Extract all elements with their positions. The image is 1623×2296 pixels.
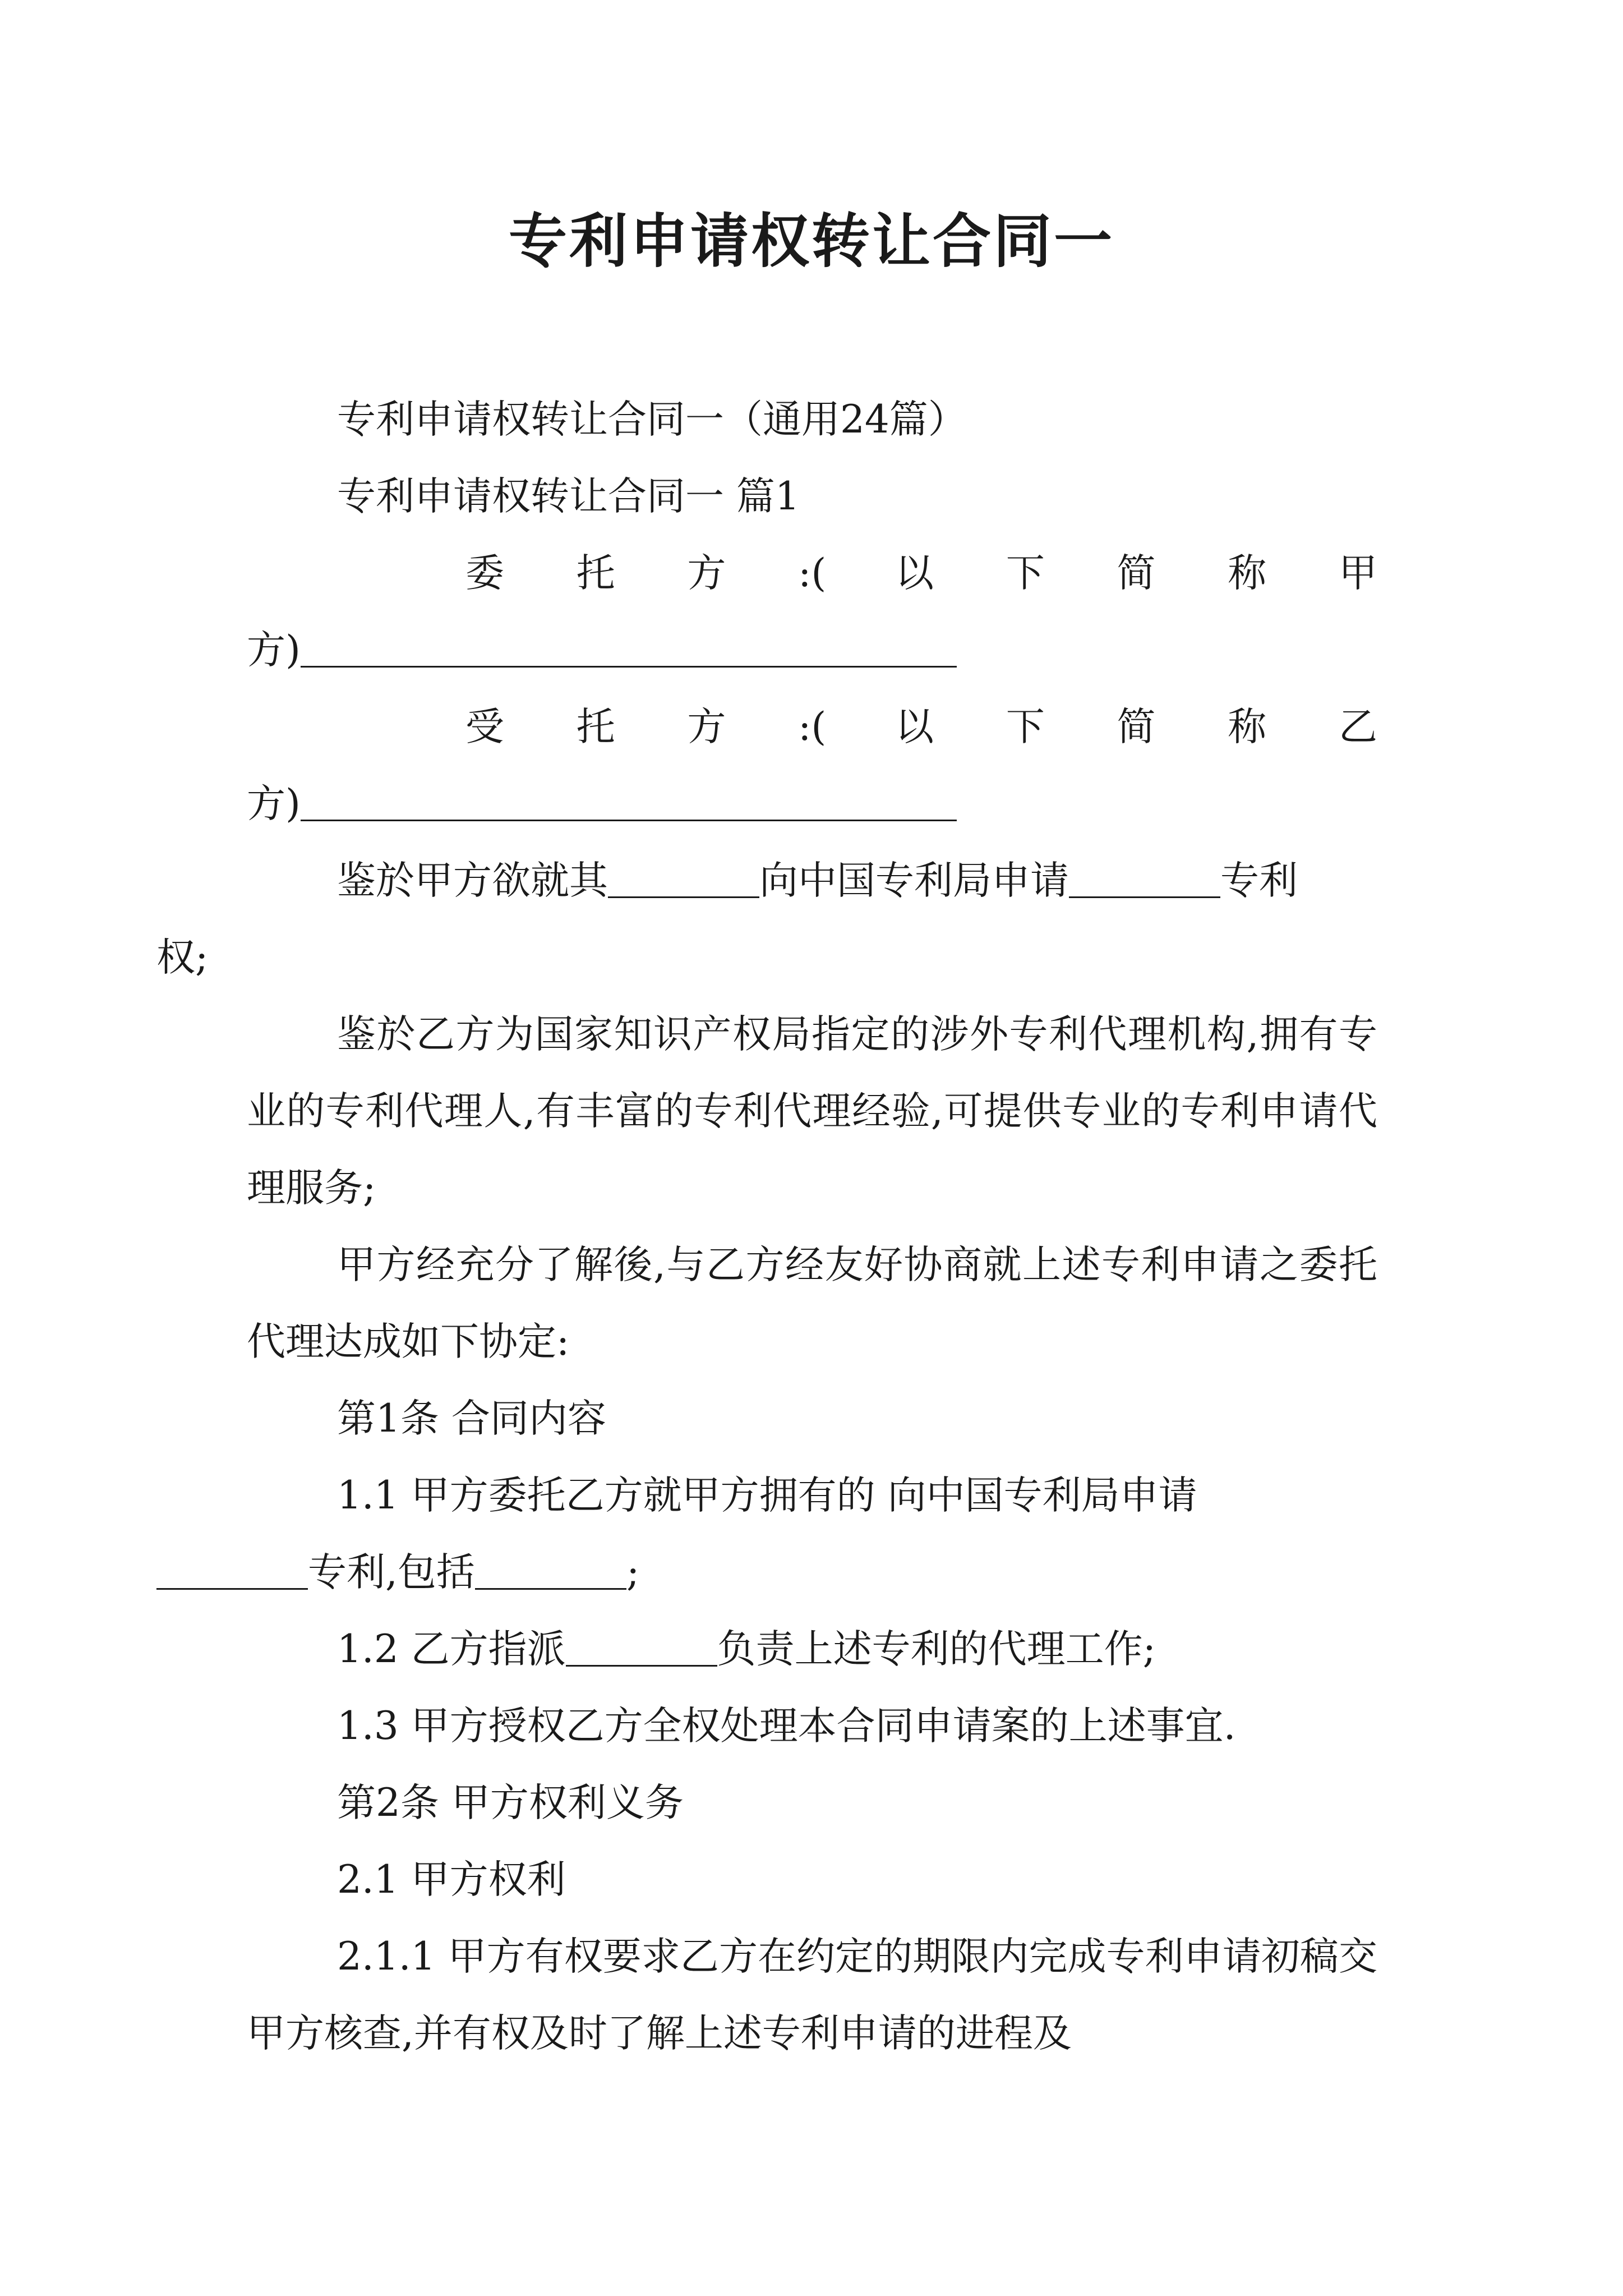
recital-3: 甲方经充分了解後,与乙方经友好协商就上述专利申请之委托代理达成如下协定: <box>247 1243 1377 1364</box>
client-party-blank <box>301 627 957 668</box>
client-party-label: 委 托 方 :( 以 下 简 称 甲 <box>465 551 1377 596</box>
recital-1-part-c: 专利 <box>1220 858 1298 903</box>
subtitle: 专利申请权转让合同一（通用24篇） <box>337 397 967 442</box>
recital-1-blank-2 <box>1069 858 1220 898</box>
clause-2-1: 2.1 甲方权利 <box>337 1857 566 1902</box>
recital-1-blank-1 <box>608 858 759 898</box>
client-party-cont <box>247 612 1377 689</box>
clause-1-1-part-a: 1.1 甲方委托乙方就甲方拥有的 向中国专利局申请 <box>337 1473 1197 1518</box>
clause-1-2-part-a: 1.2 乙方指派 <box>337 1627 566 1672</box>
clause-1-2-blank <box>566 1626 717 1667</box>
recital-1-part-a: 鉴於甲方欲就其 <box>337 858 608 903</box>
recital-1-part-b: 向中国专利局申请 <box>759 858 1069 903</box>
agent-party-line <box>247 689 1377 766</box>
agent-party-blank <box>301 781 957 821</box>
clause-1-1-part-b: 专利,包括 <box>308 1550 475 1595</box>
client-party-suffix: 方) <box>247 628 301 673</box>
document-title: 专利申请权转让合同一 <box>508 207 1114 275</box>
recital-1 <box>156 843 1377 996</box>
clause-1-3: 1.3 甲方授权乙方全权处理本合同申请案的上述事宜. <box>337 1704 1236 1749</box>
recital-2: 鉴於乙方为国家知识产权局指定的涉外专利代理机构,拥有专业的专利代理人,有丰富的专利代理经验,可提供专业的专利申请代理服务; <box>247 1012 1377 1211</box>
agent-party-cont <box>247 766 1377 843</box>
clause-1-1 <box>247 1457 1377 1611</box>
clause-1-1-blank-2 <box>475 1549 626 1590</box>
part-heading: 专利申请权转让合同一 篇1 <box>337 474 800 519</box>
agent-party-suffix: 方) <box>247 781 301 826</box>
clause-1-1-part-c: ; <box>626 1550 640 1595</box>
clause-1-2-part-b: 负责上述专利的代理工作; <box>717 1627 1156 1672</box>
client-party-line <box>247 535 1377 612</box>
agent-party-label: 受 托 方 :( 以 下 简 称 乙 <box>465 705 1377 749</box>
clause-1-2 <box>247 1611 1377 1688</box>
recital-1-part-d: 权; <box>156 935 209 980</box>
clause-1-1-blank-1 <box>156 1549 308 1590</box>
clause-2-1-1: 2.1.1 甲方有权要求乙方在约定的期限内完成专利申请初稿交甲方核查,并有权及时了解上述专利申请的进程及 <box>247 1934 1377 2056</box>
article-2-heading: 第2条 甲方权利义务 <box>337 1780 684 1825</box>
document-body <box>156 381 1377 2072</box>
article-1-heading: 第1条 合同内容 <box>337 1396 606 1441</box>
